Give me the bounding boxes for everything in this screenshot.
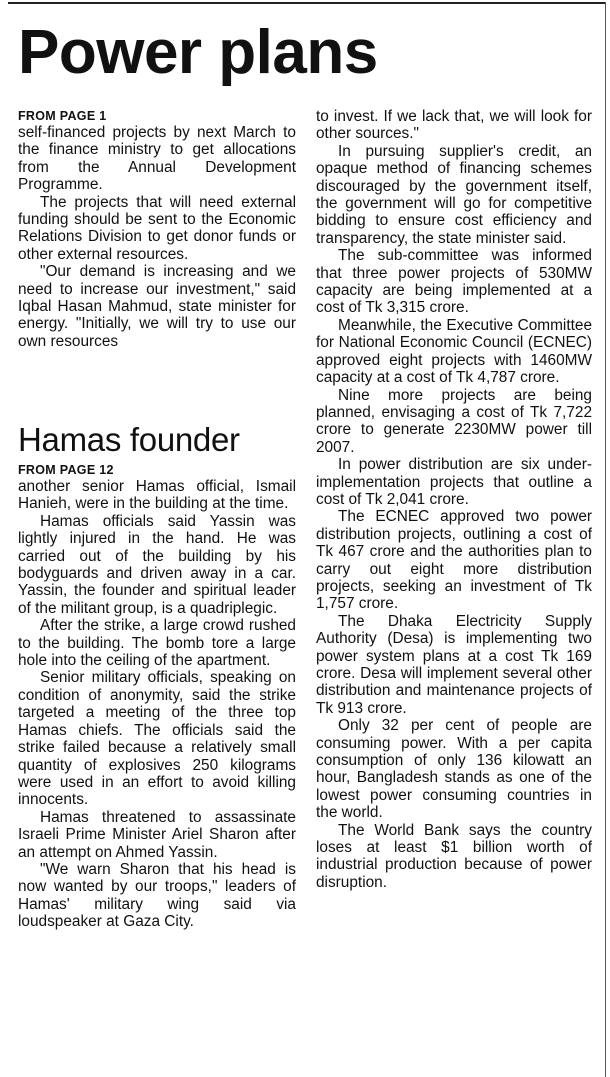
article-paragraph: "We warn Sharon that his head is now wanted by our troops," leaders of Hamas' military wing said via loudspeaker at Gaza City.	[18, 860, 296, 931]
article-paragraph: Meanwhile, the Executive Committee for National Economic Council (ECNEC) approved eight projects with 1460MW capacity at a cost of Tk 4,787 crore.	[316, 316, 592, 387]
article-paragraph: Only 32 per cent of people are consuming power. With a per capita consumption of only 136 kilowatt an hour, Bangladesh stands as one of the lowest power consuming countries in the world.	[316, 717, 592, 822]
article-paragraph: In power distribution are six under-implementation projects that outline a cost of Tk 2,041 crore.	[316, 456, 592, 508]
hamas-founder-headline: Hamas founder	[18, 421, 240, 458]
article-paragraph: The Dhaka Electricity Supply Authority (Desa) is implementing two power system plans at a cost Tk 169 crore. Desa will implement several other distribution and maintenance projects of Tk 913 crore.	[316, 612, 592, 717]
article-paragraph: After the strike, a large crowd rushed to the building. The bomb tore a large hole into the ceiling of the apartment.	[18, 617, 296, 670]
article-paragraph: Senior military officials, speaking on condition of anonymity, said the strike targeted a meeting of the three top Hamas chiefs. The officials said the strike failed because a relatively small quantity of explosives 250 kilograms were used in an effort to avoid killing innocents.	[18, 669, 296, 809]
article-paragraph: The projects that will need external funding should be sent to the Economic Relations Division to get donor funds or other external resources.	[18, 193, 296, 263]
article-paragraph: Hamas officials said Yassin was lightly injured in the hand. He was carried out of the building by his bodyguards and driven away in a car. Yassin, the founder and spiritual leader of the militant group, is a quadriplegic.	[18, 512, 296, 617]
article-paragraph: "Our demand is increasing and we need to increase our investment," said Iqbal Hasan Mahmud, state minister for energy. "Initially, we will try to use our own resources	[18, 263, 296, 350]
power-plans-headline: Power plans	[18, 18, 378, 87]
article-paragraph: The sub-committee was informed that three power projects of 530MW capacity are being implemented at a cost of Tk 3,315 crore.	[316, 247, 592, 317]
article-paragraph: The World Bank says the country loses at least $1 billion worth of industrial production because of power disruption.	[316, 821, 592, 891]
article-paragraph: to invest. If we lack that, we will look for other sources."	[316, 108, 592, 143]
power-plans-right-column	[316, 108, 592, 891]
hamas-jump-label: FROM PAGE 12	[18, 463, 114, 477]
article-paragraph: In pursuing supplier's credit, an opaque method of financing schemes discouraged by the government itself, the government will go for competitive bidding to ensure cost efficiency and transparency, the state minister said.	[316, 142, 592, 247]
power-plans-jump-label: FROM PAGE 1	[18, 109, 107, 123]
article-paragraph: Hamas threatened to assassinate Israeli Prime Minister Ariel Sharon after an attempt on Ahmed Yassin.	[18, 808, 296, 861]
right-border	[605, 2, 606, 1077]
article-paragraph: self-financed projects by next March to the finance ministry to get allocations from the Annual Development Programme.	[18, 124, 296, 194]
top-rule	[8, 2, 606, 4]
article-paragraph: The ECNEC approved two power distribution projects, outlining a cost of Tk 467 crore and the authorities plan to carry out eight more distribution projects, seeking an investment of Tk 1,757 crore.	[316, 508, 592, 613]
power-plans-left-column	[18, 108, 296, 350]
article-paragraph: another senior Hamas official, Ismail Hanieh, were in the building at the time.	[18, 478, 296, 513]
article-paragraph: Nine more projects are being planned, envisaging a cost of Tk 7,722 crore to generate 2230MW power till 2007.	[316, 386, 592, 456]
hamas-founder-column	[18, 420, 296, 931]
